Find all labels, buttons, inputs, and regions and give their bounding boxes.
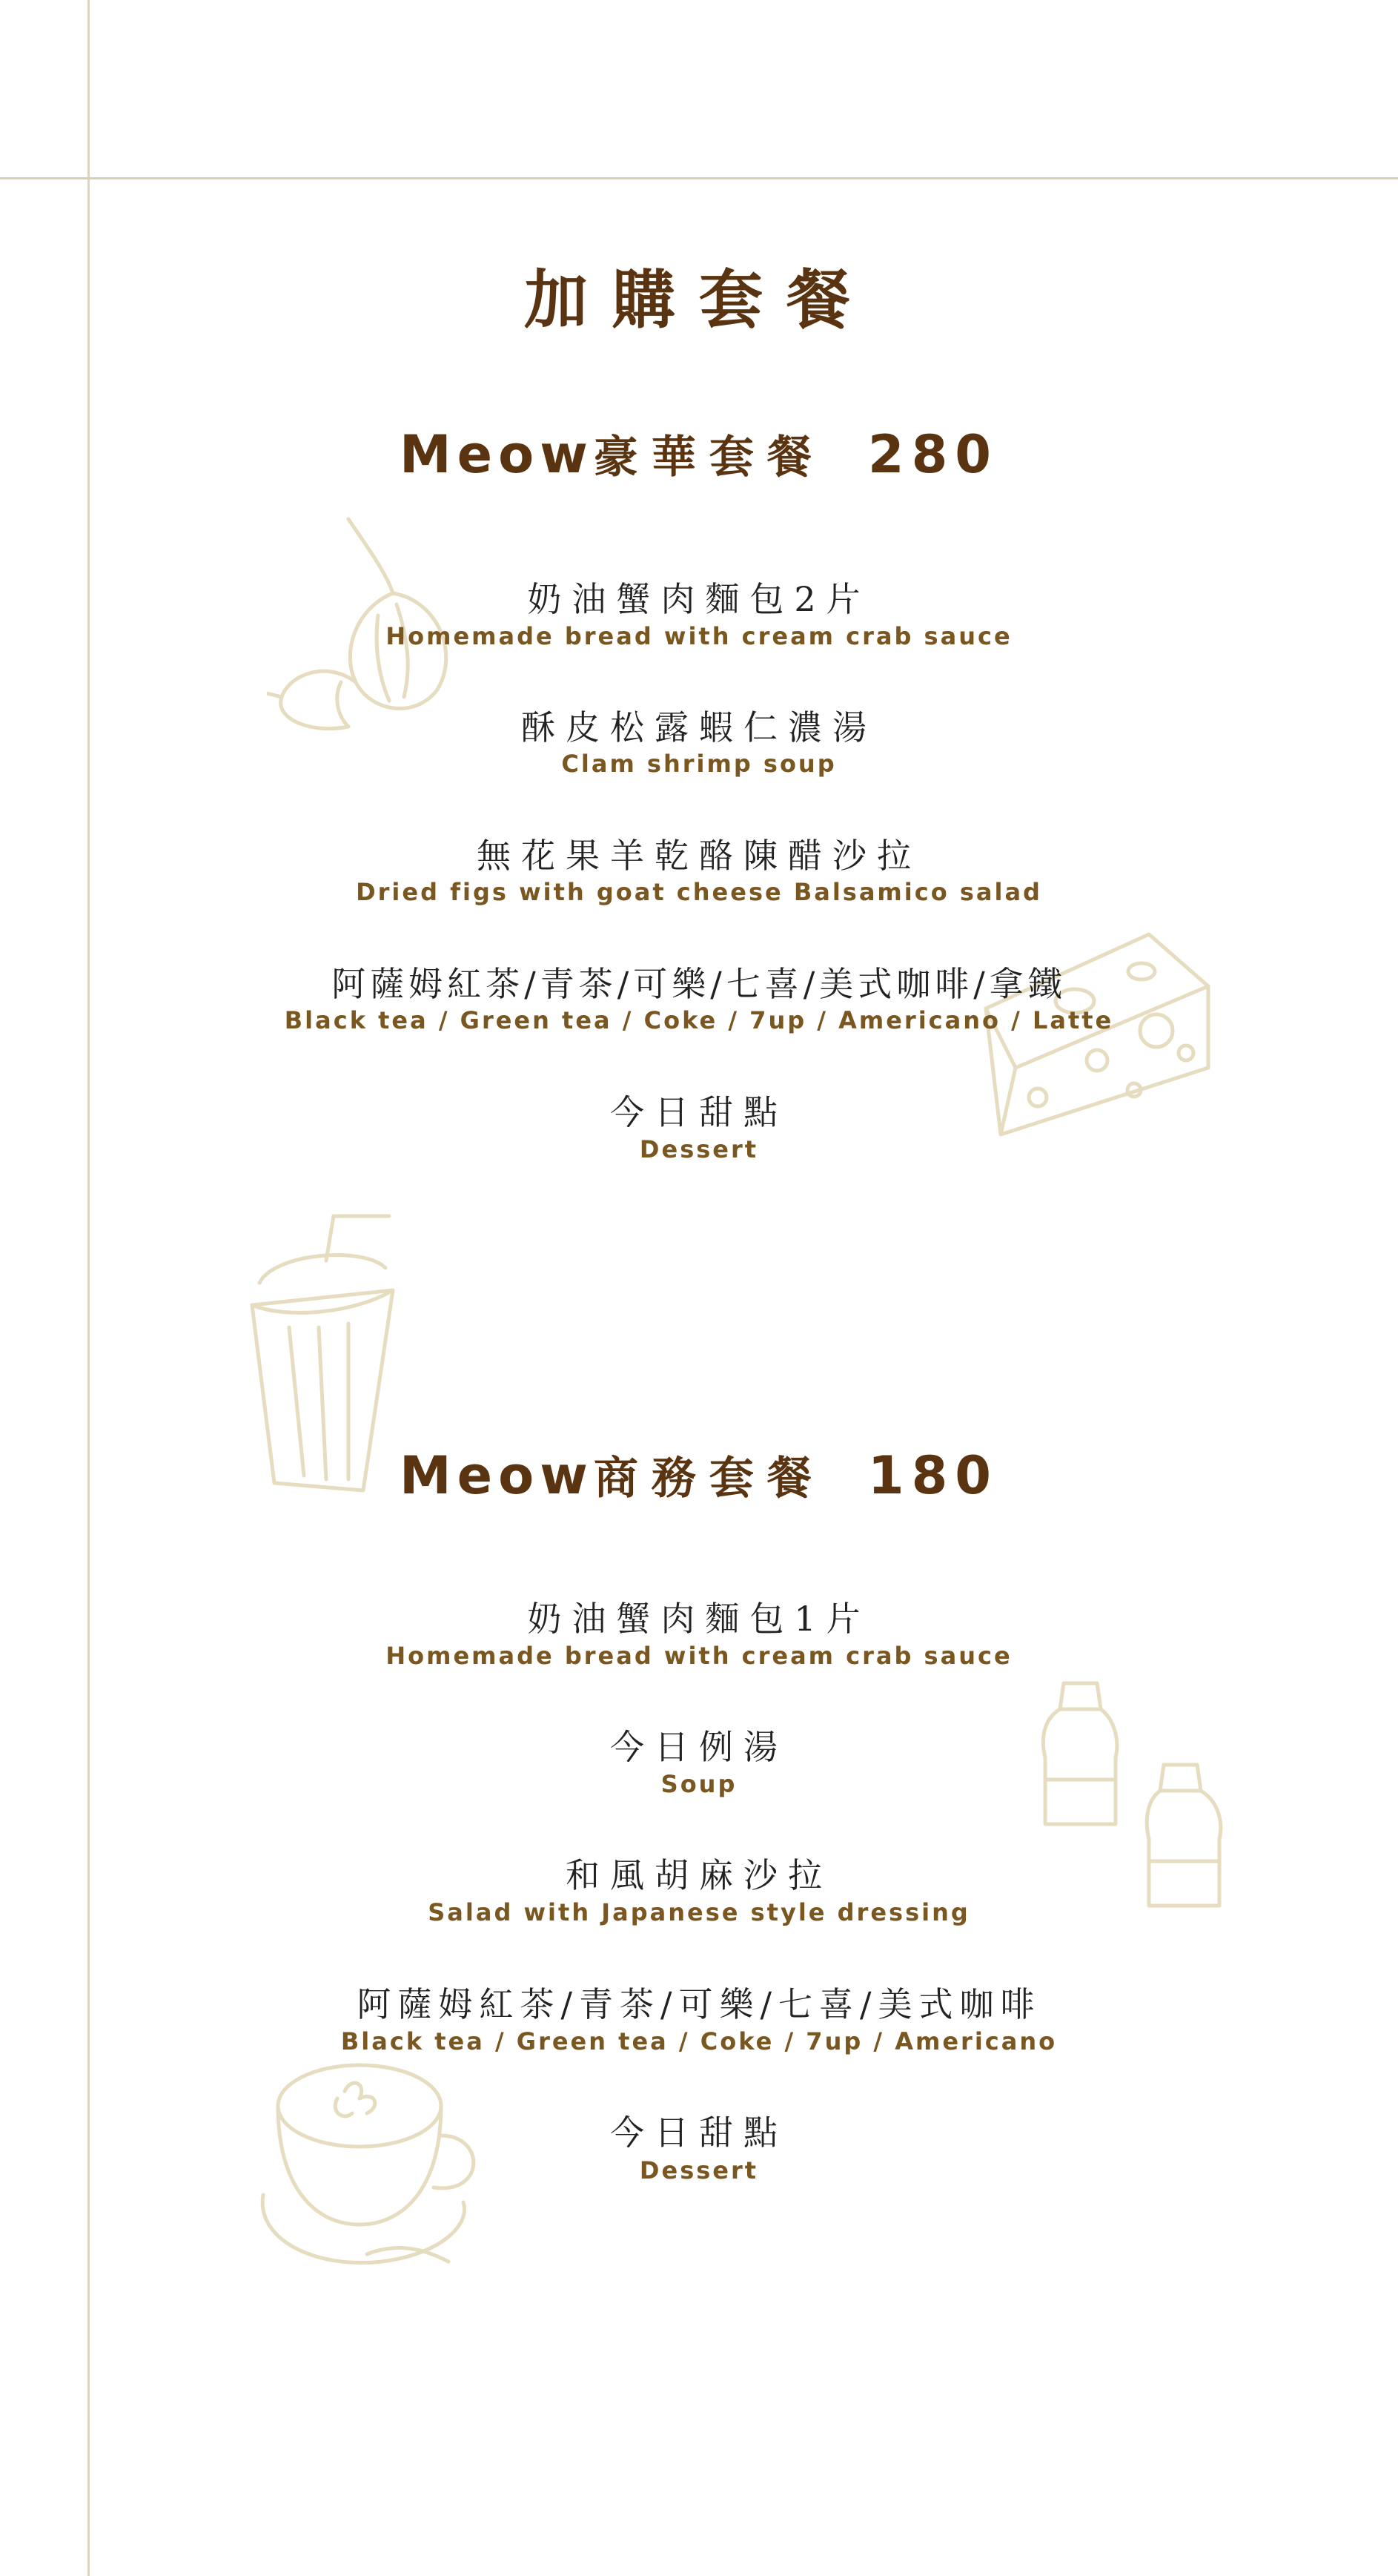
menu-item-en: Black tea / Green tea / Coke / 7up / Americano / Latte [284,1006,1114,1034]
menu-item-zh: 奶油蟹肉麵包1片 [527,1599,871,1639]
set-price: 180 [867,1445,999,1506]
margin-rule-horizontal [0,177,1398,179]
menu-item-en: Black tea / Green tea / Coke / 7up / Americano [340,2027,1058,2055]
menu-item-zh: 今日甜點 [610,2113,788,2153]
menu-item-zh: 阿薩姆紅茶/青茶/可樂/七喜/美式咖啡/拿鐵 [331,964,1067,1004]
menu-item-zh: 和風胡麻沙拉 [566,1855,832,1895]
menu-item-en: Dessert [639,2156,759,2184]
set-name-en: Meow [399,424,594,485]
menu-item-en: Homemade bread with cream crab sauce [385,622,1013,650]
menu-item-zh: 無花果羊乾酪陳醋沙拉 [477,836,921,876]
page-title: 加購套餐 [524,262,874,337]
menu-item-zh: 今日例湯 [610,1727,788,1767]
set-name-en: Meow [399,1445,594,1506]
menu-item-en: Dessert [639,1135,759,1163]
set-title-deluxe [0,424,1398,485]
set-name-zh: 豪華套餐 [593,432,825,483]
menu-item-en: Homemade bread with cream crab sauce [385,1642,1013,1670]
menu-item-zh: 酥皮松露蝦仁濃湯 [521,707,877,747]
menu-item-zh: 奶油蟹肉麵包2片 [527,579,871,619]
menu-item-en: Clam shrimp soup [561,750,837,778]
margin-rule-vertical [87,0,90,2576]
set-name-zh: 商務套餐 [593,1453,825,1505]
menu-item-en: Salad with Japanese style dressing [428,1898,970,1926]
menu-item-en: Soup [660,1770,738,1798]
set-price: 280 [867,424,999,485]
menu-item-zh: 今日甜點 [610,1092,788,1132]
set-title-business [0,1445,1398,1506]
menu-item-zh: 阿薩姆紅茶/青茶/可樂/七喜/美式咖啡 [357,1984,1041,2024]
menu-item-en: Dried figs with goat cheese Balsamico salad [356,878,1042,906]
